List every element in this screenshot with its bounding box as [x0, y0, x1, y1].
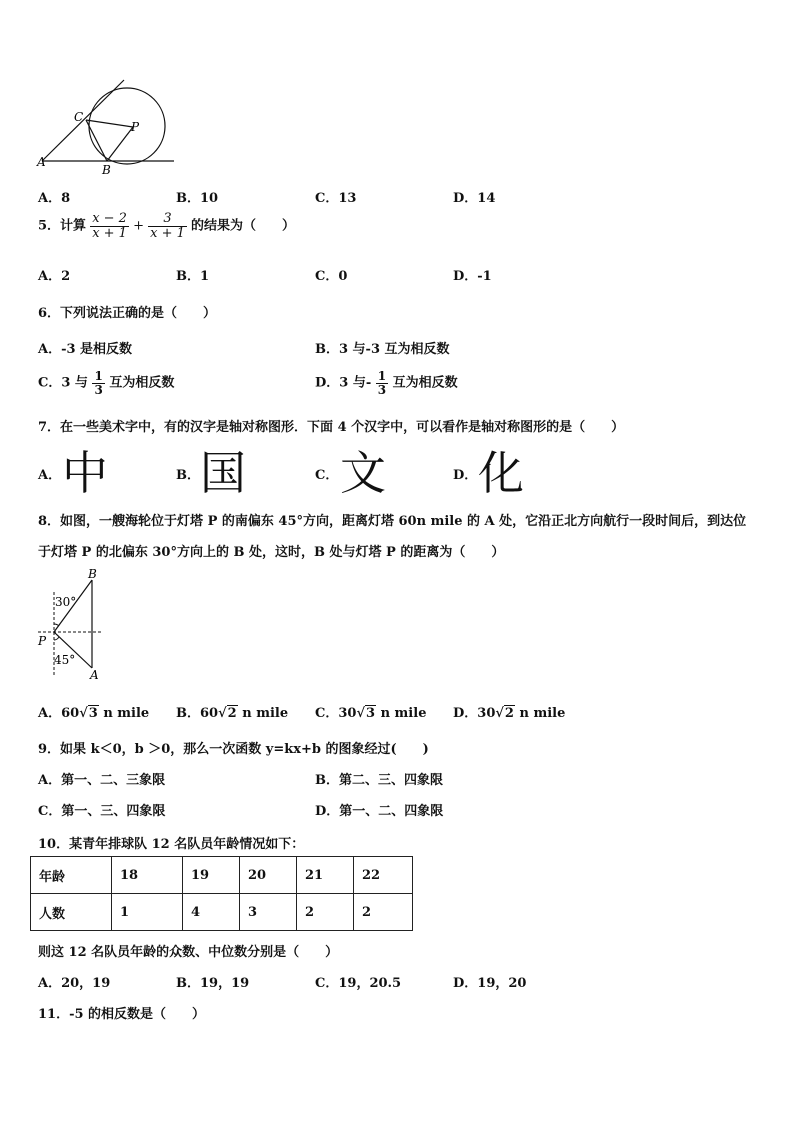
- fig-a: A: [90, 668, 99, 682]
- table-cell: 19: [183, 857, 240, 894]
- q5-f1-num: x − 2: [92, 211, 127, 226]
- q6-c-den: 3: [94, 382, 103, 397]
- q8-option-d[interactable]: [453, 702, 565, 721]
- q7-stem: 7．在一些美术字中，有的汉字是轴对称图形．下面 4 个汉字中，可以看作是轴对称图形的是（ ）: [38, 420, 625, 435]
- q7-char-a: 中: [62, 446, 108, 500]
- table-cell: 2: [354, 894, 413, 931]
- q6-d-pre: D．3 与-: [315, 375, 372, 391]
- q6-c-post: 互为相反数: [109, 375, 175, 391]
- table-cell: 20: [240, 857, 297, 894]
- q6-d-fraction: [376, 370, 388, 396]
- q5-option-d[interactable]: D．-1: [453, 269, 492, 284]
- q5-f2-num: 3: [148, 212, 187, 227]
- q6-stem: 6．下列说法正确的是（ ）: [38, 306, 217, 321]
- q11-stem: 11．-5 的相反数是（ ）: [38, 1007, 206, 1022]
- q4-option-d[interactable]: D．14: [453, 191, 496, 206]
- age-table: [30, 856, 413, 931]
- q8-a-post: n mile: [103, 706, 150, 721]
- q8-c-sqrt: √3: [356, 706, 376, 721]
- tangent-circle-figure: [34, 74, 179, 178]
- q6-option-a[interactable]: A．-3 是相反数: [38, 342, 133, 357]
- q8-a-rad: 3: [88, 706, 98, 721]
- q6-d-post: 互为相反数: [392, 375, 458, 391]
- table-row: [31, 894, 413, 931]
- q6-d-num: 1: [377, 369, 387, 383]
- q10-stem: 10．某青年排球队 12 名队员年龄情况如下：: [38, 837, 305, 852]
- q10-option-a[interactable]: A．20，19: [38, 976, 111, 991]
- table-cell: 21: [297, 857, 354, 894]
- q4-option-b[interactable]: B．10: [176, 191, 219, 206]
- q6-d-den: 3: [377, 382, 387, 397]
- q8-c-post: n mile: [380, 706, 427, 721]
- q6-option-c[interactable]: [38, 370, 174, 396]
- q5-stem: [38, 212, 295, 240]
- table-row: [31, 857, 413, 894]
- q9-option-c[interactable]: C．第一、三、四象限: [38, 804, 166, 819]
- q10-option-d[interactable]: D．19，20: [453, 976, 527, 991]
- table-cell: 2: [297, 894, 354, 931]
- q8-d-pre: D．30: [453, 706, 496, 721]
- fig-45: 45°: [54, 653, 76, 667]
- fig-b: B: [88, 567, 97, 581]
- q6-c-fraction: [92, 370, 104, 396]
- q5-plus: +: [133, 218, 144, 234]
- table-cell: 年龄: [31, 857, 112, 894]
- q5-f2-den: x + 1: [150, 225, 185, 241]
- q8-a-pre: A．60: [38, 706, 80, 721]
- q10-question: 则这 12 名队员年龄的众数、中位数分别是（ ）: [38, 945, 339, 960]
- q8-c-pre: C．30: [315, 706, 357, 721]
- q5-f1-den: x + 1: [92, 225, 127, 241]
- q8-stem-line2: 于灯塔 P 的北偏东 30°方向上的 B 处，这时，B 处与灯塔 P 的距离为（ ）: [38, 545, 505, 560]
- q10-option-c[interactable]: C．19，20.5: [315, 976, 402, 991]
- q10-option-b[interactable]: B．19，19: [176, 976, 250, 991]
- q8-b-sqrt: √2: [218, 706, 237, 721]
- label-a: A: [37, 155, 46, 169]
- q9-option-b[interactable]: B．第二、三、四象限: [315, 773, 443, 788]
- table-cell: 1: [112, 894, 183, 931]
- lighthouse-figure: [36, 566, 116, 682]
- q8-b-rad: 2: [227, 706, 237, 721]
- q7-char-c: 文: [340, 446, 386, 500]
- q6-c-num: 1: [94, 369, 103, 383]
- q5-suffix: 的结果为（ ）: [191, 218, 296, 234]
- q9-option-d[interactable]: D．第一、二、四象限: [315, 804, 444, 819]
- label-c: C: [74, 110, 84, 124]
- label-b: B: [102, 163, 111, 177]
- table-cell: 3: [240, 894, 297, 931]
- q9-option-a[interactable]: A．第一、二、三象限: [38, 773, 166, 788]
- q9-stem: 9．如果 k＜0，b ＞0，那么一次函数 y=kx+b 的图象经过( ): [38, 742, 429, 757]
- q8-d-sqrt: √2: [495, 706, 514, 721]
- table-cell: 4: [183, 894, 240, 931]
- q7-char-b: 国: [200, 446, 246, 500]
- fig-30: 30°: [55, 595, 77, 609]
- q7-option-d[interactable]: D．: [453, 468, 478, 483]
- q5-option-c[interactable]: C．0: [315, 269, 348, 284]
- q4-option-c[interactable]: C．13: [315, 191, 357, 206]
- q5-prefix: 5．计算: [38, 218, 87, 234]
- q6-option-b[interactable]: B．3 与-3 互为相反数: [315, 342, 450, 357]
- q8-d-rad: 2: [504, 706, 514, 721]
- table-cell: 22: [354, 857, 413, 894]
- label-p: P: [131, 120, 140, 134]
- q5-option-a[interactable]: A．2: [38, 269, 71, 284]
- q8-b-post: n mile: [242, 706, 289, 721]
- fig-p: P: [38, 634, 47, 648]
- q8-d-post: n mile: [519, 706, 566, 721]
- q7-option-a[interactable]: A．: [38, 468, 62, 483]
- q8-option-c[interactable]: [315, 702, 426, 721]
- q8-option-b[interactable]: [176, 702, 288, 721]
- q8-option-a[interactable]: [38, 702, 149, 721]
- table-cell: 18: [112, 857, 183, 894]
- q6-option-d[interactable]: [315, 370, 458, 396]
- q8-b-pre: B．60: [176, 706, 219, 721]
- q6-c-pre: C．3 与: [38, 375, 88, 391]
- q5-fraction-1: [90, 212, 129, 240]
- q8-a-sqrt: √3: [79, 706, 98, 721]
- q7-char-d: 化: [478, 446, 524, 500]
- q8-stem-line1: 8．如图，一艘海轮位于灯塔 P 的南偏东 45°方向，距离灯塔 60n mile 的 A 处，它沿正北方向航行一段时间后，到达位: [38, 514, 747, 529]
- q7-option-b[interactable]: B．: [176, 468, 200, 483]
- q8-c-rad: 3: [366, 706, 376, 721]
- q5-option-b[interactable]: B．1: [176, 269, 210, 284]
- q7-option-c[interactable]: C．: [315, 468, 339, 483]
- table-cell: 人数: [31, 894, 112, 931]
- q5-fraction-2: [148, 212, 187, 240]
- q4-option-a[interactable]: A．8: [38, 191, 71, 206]
